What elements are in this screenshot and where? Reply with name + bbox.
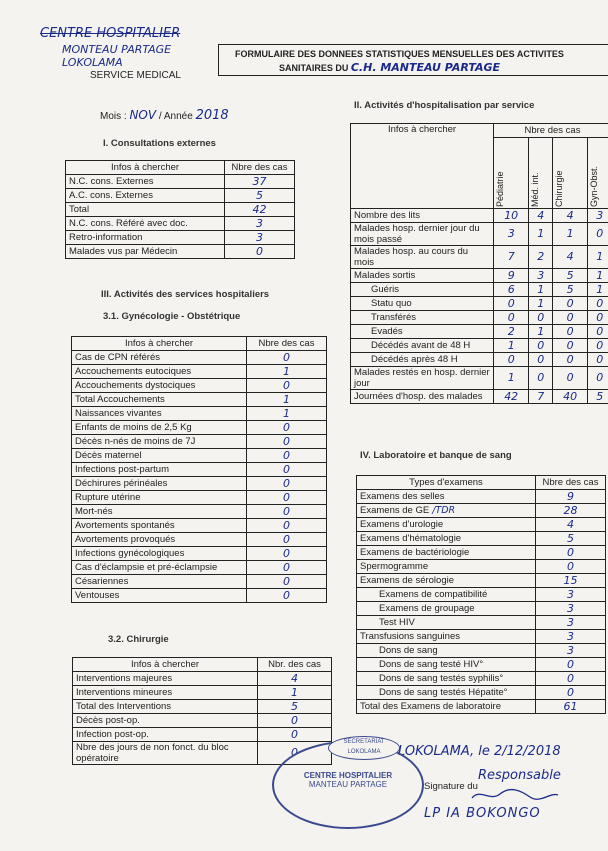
hosp-label: Décédés avant de 48 H [351, 339, 494, 353]
year-label: / Année [158, 111, 193, 122]
laboratoire-label: Dons de sang testé HIV° [357, 658, 536, 672]
hosp-service-header [552, 138, 587, 209]
stamp-line1: CENTRE HOSPITALIER [303, 771, 393, 780]
chirurgie-label: Interventions majeures [73, 672, 258, 686]
gyneco-row [72, 393, 327, 407]
stamp2-line1: SECRETARIAT [343, 739, 385, 745]
hosp-label: Nombre des lits [351, 209, 494, 223]
hosp-label: Evadés [351, 325, 494, 339]
hosp-row [351, 390, 608, 404]
hosp-value: 0 [588, 353, 608, 367]
hosp-value: 0 [588, 311, 608, 325]
consultations-row [66, 231, 295, 245]
laboratoire-label: Examens de groupage [357, 602, 536, 616]
consultations-label: Total [66, 203, 225, 217]
gyneco-label: Rupture utérine [72, 491, 247, 505]
chirurgie-value: 0 [258, 714, 332, 728]
laboratoire-table [356, 475, 606, 714]
consultations-value: 0 [225, 245, 295, 259]
hosp-service-header [588, 138, 608, 209]
gyneco-label: Cas d'éclampsie et pré-éclampsie [72, 561, 247, 575]
gyneco-row [72, 547, 327, 561]
hosp-service-label: Pédiatrie [495, 171, 505, 207]
laboratoire-value: 0 [536, 686, 606, 700]
hosp-value: 5 [588, 390, 608, 404]
gyneco-value: 0 [247, 519, 327, 533]
laboratoire-label: Test HIV [357, 616, 536, 630]
gyneco-value: 0 [247, 589, 327, 603]
hosp-value: 0 [529, 367, 553, 390]
hosp-value: 4 [552, 246, 587, 269]
laboratoire-row [357, 630, 606, 644]
gyneco-row [72, 365, 327, 379]
hosp-value: 0 [552, 297, 587, 311]
gyneco-value: 0 [247, 505, 327, 519]
gyneco-row [72, 575, 327, 589]
gyneco-value: 0 [247, 547, 327, 561]
consultations-row [66, 245, 295, 259]
form-title-line2: SANITAIRES DU [279, 63, 349, 73]
consultations-value: 37 [225, 175, 295, 189]
gyneco-value: 0 [247, 379, 327, 393]
chirurgie-value: 0 [258, 742, 332, 765]
laboratoire-value: 4 [536, 518, 606, 532]
chirurgie-label: Total des Interventions [73, 700, 258, 714]
hosp-value: 7 [494, 246, 529, 269]
laboratoire-value: 0 [536, 546, 606, 560]
gyneco-value: 0 [247, 561, 327, 575]
gyneco-value: 0 [247, 421, 327, 435]
hosp-value: 5 [552, 283, 587, 297]
laboratoire-value: 5 [536, 532, 606, 546]
gyneco-row [72, 407, 327, 421]
gyneco-row [72, 561, 327, 575]
gyneco-label: Avortements provoqués [72, 533, 247, 547]
hosp-value: 0 [588, 325, 608, 339]
gyneco-label: Avortements spontanés [72, 519, 247, 533]
gyneco-row [72, 435, 327, 449]
hosp-value: 1 [494, 339, 529, 353]
laboratoire-value: 61 [536, 700, 606, 714]
gyneco-value: 0 [247, 435, 327, 449]
chirurgie-row [73, 700, 332, 714]
consultations-label: N.C. cons. Référé avec doc. [66, 217, 225, 231]
hosp-row [351, 283, 608, 297]
laboratoire-value: 28 [536, 504, 606, 518]
chirurgie-row [73, 672, 332, 686]
laboratoire-row [357, 560, 606, 574]
hosp-value: 1 [529, 325, 553, 339]
laboratoire-value: 0 [536, 658, 606, 672]
hosp-value: 3 [588, 209, 608, 223]
service-label: SERVICE MEDICAL [90, 70, 181, 81]
hosp-value: 1 [588, 269, 608, 283]
laboratoire-label: Transfusions sanguines [357, 630, 536, 644]
stamp2-line2: LOKOLAMA [347, 749, 381, 755]
hosp-row [351, 311, 608, 325]
laboratoire-label: Examens d'urologie [357, 518, 536, 532]
gyneco-table [71, 336, 327, 603]
gyneco-label: Cas de CPN référés [72, 351, 247, 365]
consultations-label: Retro-information [66, 231, 225, 245]
laboratoire-row [357, 700, 606, 714]
hosp-service-label: Chirurgie [553, 170, 564, 207]
chirurgie-label: Infection post-op. [73, 728, 258, 742]
chirurgie-value: 4 [258, 672, 332, 686]
laboratoire-row [357, 532, 606, 546]
hosp-value: 9 [494, 269, 529, 283]
hosp-value: 1 [494, 367, 529, 390]
laboratoire-label: Spermogramme [357, 560, 536, 574]
hosp-value: 40 [552, 390, 587, 404]
gyneco-row [72, 589, 327, 603]
stamp-line2: MANTEAU PARTAGE [308, 780, 388, 789]
hosp-row [351, 246, 608, 269]
laboratoire-label-handwritten: /TDR [429, 504, 456, 516]
laboratoire-value: 0 [536, 560, 606, 574]
hosp-value: 4 [529, 209, 553, 223]
gyneco-value: 1 [247, 365, 327, 379]
laboratoire-title: IV. Laboratoire et banque de sang [360, 450, 512, 461]
hosp-service-label: Méd. int. [530, 172, 541, 207]
gyneco-col1: Infos à chercher [72, 337, 247, 351]
hosp-service-header [529, 138, 553, 209]
consultations-row [66, 203, 295, 217]
signature-label: Signature du [424, 781, 478, 792]
hosp-value: 0 [588, 367, 608, 390]
hosp-value: 0 [494, 311, 529, 325]
hosp-value: 1 [529, 223, 553, 246]
gyneco-title: 3.1. Gynécologie - Obstétrique [103, 311, 241, 322]
chirurgie-label: Interventions mineures [73, 686, 258, 700]
laboratoire-row [357, 672, 606, 686]
gyneco-label: Naissances vivantes [72, 407, 247, 421]
chirurgie-value: 5 [258, 700, 332, 714]
hosp-value: 0 [494, 297, 529, 311]
gyneco-value: 0 [247, 351, 327, 365]
hosp-value: 1 [588, 283, 608, 297]
consultations-row [66, 217, 295, 231]
chirurgie-label: Nbre des jours de non fonct. du bloc opératoire [73, 742, 258, 765]
gyneco-value: 0 [247, 575, 327, 589]
hosp-value: 10 [494, 209, 529, 223]
chirurgie-title: 3.2. Chirurgie [108, 634, 169, 645]
chirurgie-label: Décès post-op. [73, 714, 258, 728]
gyneco-label: Infections post-partum [72, 463, 247, 477]
hosp-value: 0 [529, 339, 553, 353]
laboratoire-row [357, 686, 606, 700]
hosp-value: 0 [588, 223, 608, 246]
laboratoire-value: 3 [536, 630, 606, 644]
laboratoire-label: Examens de bactériologie [357, 546, 536, 560]
form-title-line1: FORMULAIRE DES DONNEES STATISTIQUES MENSUELLES DES ACTIVITES [235, 49, 564, 59]
hosp-value: 0 [588, 339, 608, 353]
gyneco-row [72, 519, 327, 533]
gyneco-label: Total Accouchements [72, 393, 247, 407]
hosp-row [351, 325, 608, 339]
laboratoire-row [357, 504, 606, 518]
hosp-value: 0 [552, 353, 587, 367]
laboratoire-label: Examens des selles [357, 490, 536, 504]
consultations-title: I. Consultations externes [103, 138, 216, 149]
hosp-label: Malades restés en hosp. dernier jour [351, 367, 494, 390]
services-title: III. Activités des services hospitaliers [101, 289, 270, 300]
gyneco-label: Accouchements dystociques [72, 379, 247, 393]
consultations-label: A.C. cons. Externes [66, 189, 225, 203]
hospital-name-handwritten: CENTRE HOSPITALIER [40, 26, 181, 41]
place-date-handwritten: LOKOLAMA, le 2/12/2018 [398, 744, 561, 759]
gyneco-row [72, 505, 327, 519]
chirurgie-col2: Nbr. des cas [258, 658, 332, 672]
laboratoire-row [357, 658, 606, 672]
form-title-box [218, 44, 608, 76]
consultations-value: 42 [225, 203, 295, 217]
hosp-value: 0 [529, 353, 553, 367]
hosp-value: 1 [529, 297, 553, 311]
consultations-row [66, 189, 295, 203]
laboratoire-value: 3 [536, 602, 606, 616]
laboratoire-label: Dons de sang testés Hépatite° [357, 686, 536, 700]
consultations-row [66, 175, 295, 189]
gyneco-label: Mort-nés [72, 505, 247, 519]
year-value: 2018 [195, 108, 229, 123]
chirurgie-row [73, 686, 332, 700]
signer-name-handwritten: LP IA BOKONGO [424, 806, 541, 821]
laboratoire-value: 9 [536, 490, 606, 504]
gyneco-label: Décès n-nés de moins de 7J [72, 435, 247, 449]
month-value: NOV [129, 108, 157, 122]
chirurgie-value: 0 [258, 728, 332, 742]
gyneco-label: Accouchements eutociques [72, 365, 247, 379]
hosp-label: Journées d'hosp. des malades [351, 390, 494, 404]
laboratoire-label: Examens de sérologie [357, 574, 536, 588]
laboratoire-value: 15 [536, 574, 606, 588]
lab-col2: Nbre des cas [536, 476, 606, 490]
gyneco-value: 0 [247, 533, 327, 547]
hosp-value: 1 [588, 246, 608, 269]
hosp-row [351, 353, 608, 367]
gyneco-row [72, 449, 327, 463]
hosp-row [351, 339, 608, 353]
hosp-row [351, 209, 608, 223]
gyneco-value: 0 [247, 463, 327, 477]
laboratoire-value: 3 [536, 616, 606, 630]
gyneco-label: Ventouses [72, 589, 247, 603]
laboratoire-row [357, 616, 606, 630]
consultations-col1: Infos à chercher [66, 161, 225, 175]
laboratoire-row [357, 588, 606, 602]
hosp-label: Malades hosp. au cours du mois [351, 246, 494, 269]
hosp-value: 7 [529, 390, 553, 404]
hosp-value: 1 [552, 223, 587, 246]
hosp-service-label: Gyn-Obst. [589, 165, 600, 207]
month-label: Mois : [100, 111, 127, 122]
laboratoire-label: Examens de compatibilité [357, 588, 536, 602]
hosp-label: Malades sortis [351, 269, 494, 283]
hosp-value: 42 [494, 390, 529, 404]
gyneco-row [72, 491, 327, 505]
hosp-label: Statu quo [351, 297, 494, 311]
hosp-row [351, 367, 608, 390]
laboratoire-row [357, 574, 606, 588]
hospitalisation-title: II. Activités d'hospitalisation par service [354, 100, 535, 111]
hosp-row [351, 297, 608, 311]
gyneco-row [72, 533, 327, 547]
hospital-location-handwritten: LOKOLAMA [62, 56, 123, 69]
consultations-value: 3 [225, 217, 295, 231]
hosp-value: 4 [552, 209, 587, 223]
chirurgie-col1: Infos à chercher [73, 658, 258, 672]
period-line [100, 108, 229, 123]
gyneco-row [72, 379, 327, 393]
gyneco-row [72, 477, 327, 491]
laboratoire-row [357, 644, 606, 658]
hosp-label: Transférés [351, 311, 494, 325]
gyneco-value: 0 [247, 477, 327, 491]
hosp-value: 0 [529, 311, 553, 325]
gyneco-label: Infections gynécologiques [72, 547, 247, 561]
laboratoire-row [357, 602, 606, 616]
hosp-value: 2 [494, 325, 529, 339]
laboratoire-value: 0 [536, 672, 606, 686]
gyneco-row [72, 463, 327, 477]
hosp-label: Décédés après 48 H [351, 353, 494, 367]
signature-role-handwritten: Responsable [478, 768, 561, 783]
gyneco-row [72, 421, 327, 435]
laboratoire-label: Dons de sang testés syphilis° [357, 672, 536, 686]
consultations-table [65, 160, 295, 259]
hosp-value: 0 [552, 311, 587, 325]
hosp-row [351, 269, 608, 283]
hosp-value: 6 [494, 283, 529, 297]
gyneco-value: 0 [247, 491, 327, 505]
chirurgie-value: 1 [258, 686, 332, 700]
hosp-label: Malades hosp. dernier jour du mois passé [351, 223, 494, 246]
gyneco-row [72, 351, 327, 365]
consultations-value: 3 [225, 231, 295, 245]
hosp-value: 0 [552, 339, 587, 353]
consultations-col2: Nbre des cas [225, 161, 295, 175]
chirurgie-row [73, 714, 332, 728]
consultations-label: Malades vus par Médecin [66, 245, 225, 259]
form-title-hospital-handwritten: C.H. MANTEAU PARTAGE [350, 61, 501, 74]
lab-col1: Types d'examens [357, 476, 536, 490]
gyneco-value: 0 [247, 449, 327, 463]
hosp-value: 3 [494, 223, 529, 246]
laboratoire-value: 3 [536, 588, 606, 602]
hosp-value: 1 [529, 283, 553, 297]
hosp-value: 0 [552, 325, 587, 339]
laboratoire-row [357, 490, 606, 504]
hosp-row [351, 223, 608, 246]
gyneco-value: 1 [247, 407, 327, 421]
chirurgie-row [73, 728, 332, 742]
laboratoire-label: Examens de GE /TDR [357, 504, 536, 518]
hosp-value: 0 [494, 353, 529, 367]
gyneco-value: 1 [247, 393, 327, 407]
laboratoire-value: 3 [536, 644, 606, 658]
gyneco-col2: Nbre des cas [247, 337, 327, 351]
gyneco-label: Déchirures périnéales [72, 477, 247, 491]
gyneco-label: Enfants de moins de 2,5 Kg [72, 421, 247, 435]
laboratoire-label: Examens d'hématologie [357, 532, 536, 546]
hospital-subname-handwritten: MONTEAU PARTAGE [62, 43, 172, 56]
laboratoire-row [357, 546, 606, 560]
hosp-service-header [494, 138, 529, 209]
hosp-label: Guéris [351, 283, 494, 297]
secretariat-stamp [328, 736, 400, 760]
hosp-col1: Infos à chercher [351, 124, 494, 209]
consultations-label: N.C. cons. Externes [66, 175, 225, 189]
hosp-col2: Nbre des cas [494, 124, 608, 138]
hosp-value: 2 [529, 246, 553, 269]
hosp-value: 0 [552, 367, 587, 390]
gyneco-label: Césariennes [72, 575, 247, 589]
laboratoire-row [357, 518, 606, 532]
hospitalisation-table [350, 123, 608, 404]
laboratoire-label: Total des Examens de laboratoire [357, 700, 536, 714]
signature-scribble [470, 788, 560, 802]
hosp-value: 5 [552, 269, 587, 283]
hosp-value: 3 [529, 269, 553, 283]
hosp-value: 0 [588, 297, 608, 311]
gyneco-label: Décès maternel [72, 449, 247, 463]
consultations-value: 5 [225, 189, 295, 203]
laboratoire-label: Dons de sang [357, 644, 536, 658]
chirurgie-table [72, 657, 332, 765]
